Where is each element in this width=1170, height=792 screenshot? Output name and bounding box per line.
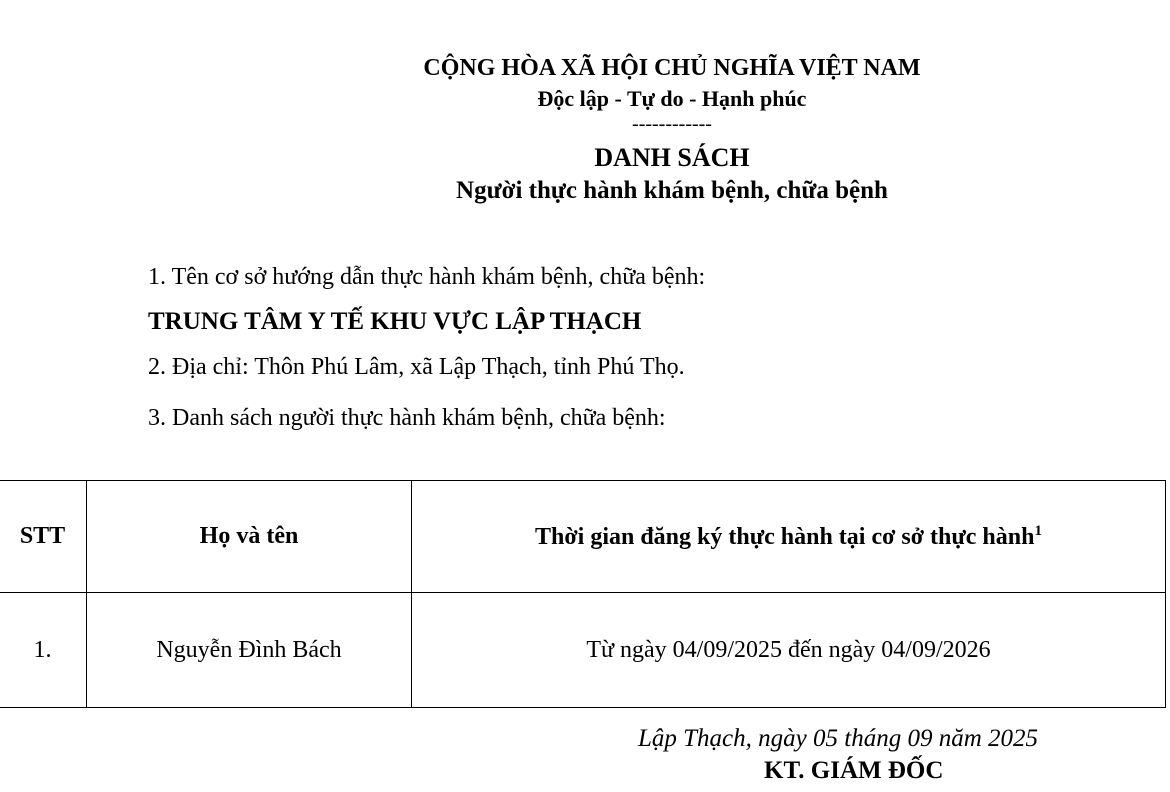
- signer-title: KT. GIÁM ĐỐC: [764, 757, 944, 784]
- cell-stt: 1.: [0, 593, 87, 708]
- document-subtitle: Người thực hành khám bệnh, chữa bệnh: [456, 177, 888, 204]
- facility-label: 1. Tên cơ sở hướng dẫn thực hành khám bệnh, chữa bệnh:: [148, 264, 706, 290]
- document-title: DANH SÁCH: [594, 143, 750, 172]
- date-line: Lập Thạch, ngày 05 tháng 09 năm 2025: [638, 725, 1038, 752]
- footnote-mark: 1: [1034, 522, 1042, 539]
- cell-period: Từ ngày 04/09/2025 đến ngày 04/09/2026: [412, 593, 1166, 708]
- facility-name: TRUNG TÂM Y TẾ KHU VỰC LẬP THẠCH: [148, 308, 642, 335]
- nation-heading: CỘNG HÒA XÃ HỘI CHỦ NGHĨA VIỆT NAM: [423, 55, 921, 81]
- list-label: 3. Danh sách người thực hành khám bệnh, chữa bệnh:: [148, 405, 666, 431]
- header-period: [412, 481, 1166, 593]
- table-header-row: [0, 481, 1166, 593]
- motto: Độc lập - Tự do - Hạnh phúc: [537, 86, 807, 111]
- cell-name: Nguyễn Đình Bách: [87, 593, 412, 708]
- separator: ------------: [632, 113, 712, 135]
- header-name: Họ và tên: [87, 481, 412, 593]
- header-period-text: Thời gian đăng ký thực hành tại cơ sở thực hành: [535, 523, 1035, 550]
- header-stt: STT: [0, 481, 87, 593]
- table-row: [0, 593, 1166, 708]
- practitioner-table: [0, 480, 1166, 708]
- address-line: 2. Địa chỉ: Thôn Phú Lâm, xã Lập Thạch, tỉnh Phú Thọ.: [148, 354, 685, 380]
